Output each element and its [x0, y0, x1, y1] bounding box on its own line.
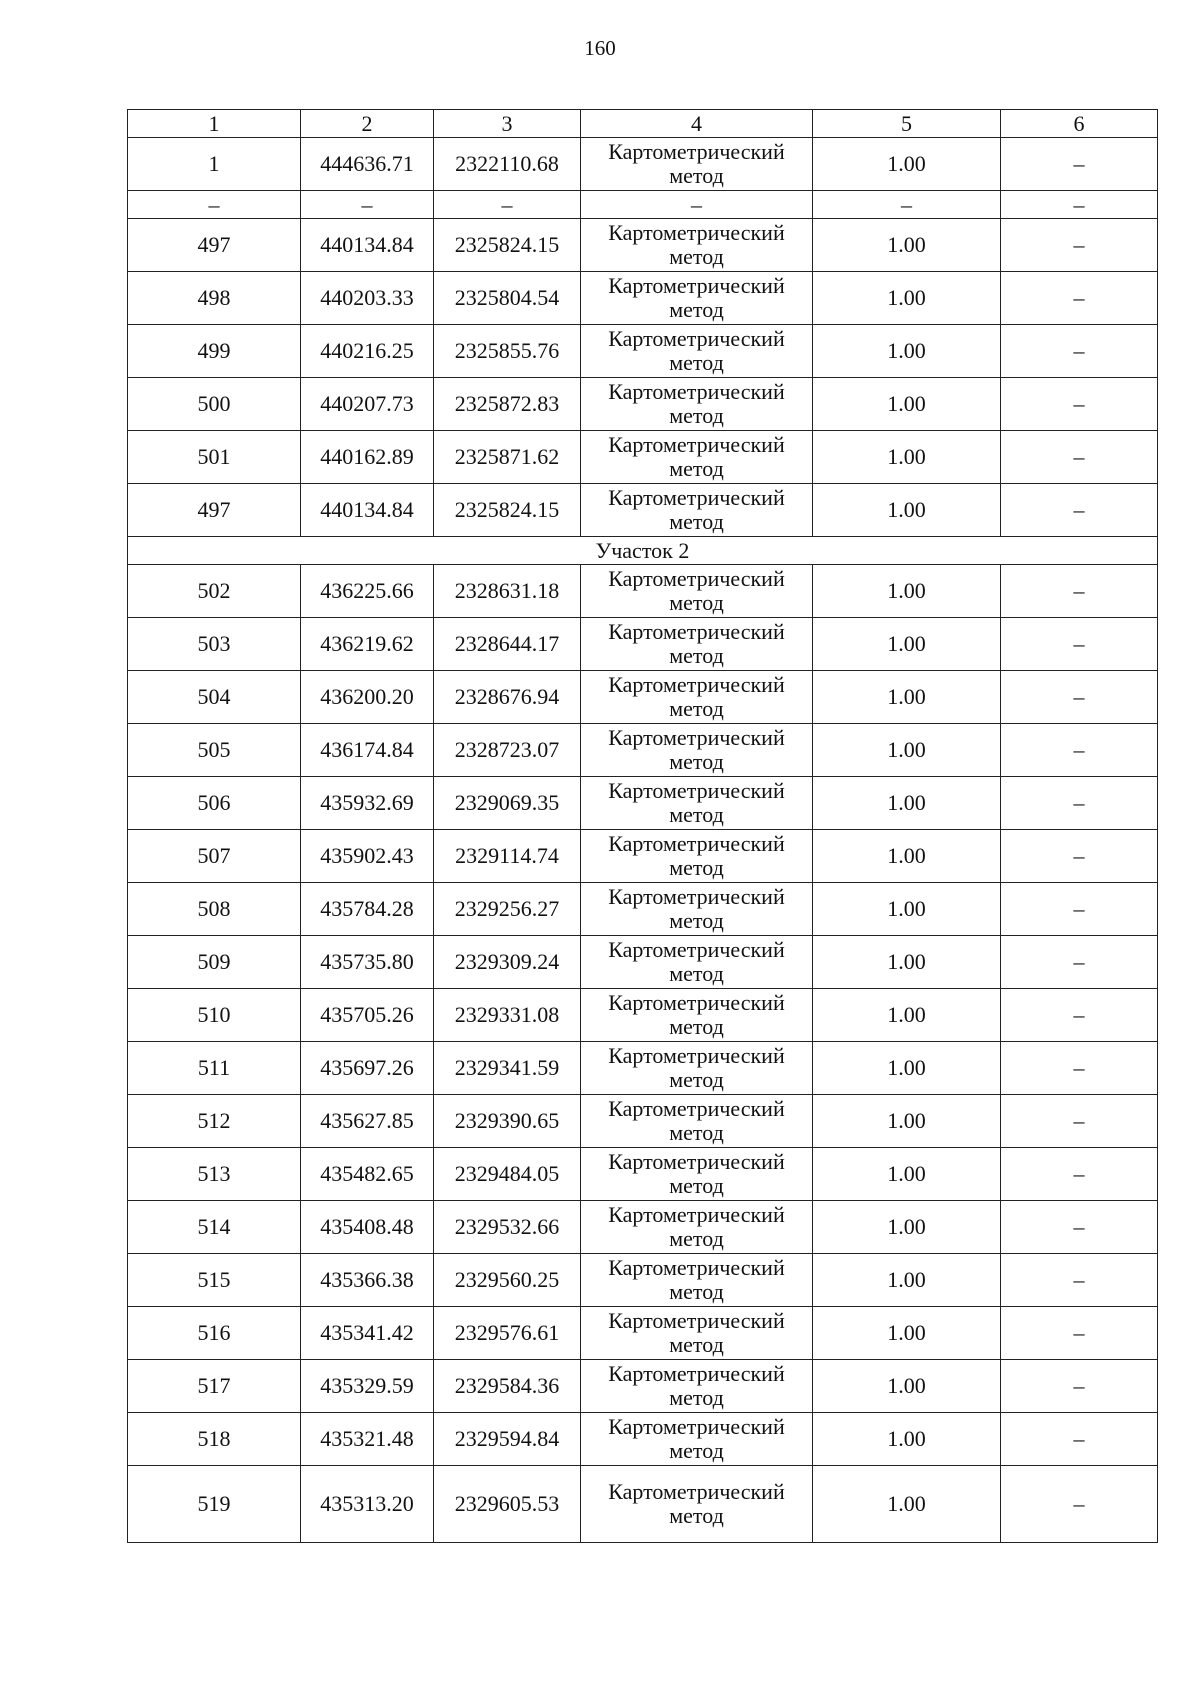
- method-text: метод: [669, 297, 724, 322]
- point-number-cell: 512: [128, 1095, 301, 1148]
- point-number-cell: 516: [128, 1307, 301, 1360]
- method-text: метод: [669, 643, 724, 668]
- point-number-cell: 511: [128, 1042, 301, 1095]
- method-cell: [581, 1148, 813, 1201]
- method-text: Картометрический: [608, 1308, 785, 1333]
- method-text: метод: [669, 749, 724, 774]
- note-cell: –: [1001, 1413, 1158, 1466]
- y-coordinate-cell: 2322110.68: [434, 138, 581, 191]
- x-coordinate-cell: 435705.26: [301, 989, 434, 1042]
- y-coordinate-cell: 2325871.62: [434, 431, 581, 484]
- omitted-cell: –: [301, 191, 434, 219]
- method-cell: [581, 484, 813, 537]
- method-cell: [581, 565, 813, 618]
- method-text: Картометрический: [608, 619, 785, 644]
- omitted-cell: –: [1001, 191, 1158, 219]
- y-coordinate-cell: 2328723.07: [434, 724, 581, 777]
- method-text: Картометрический: [608, 432, 785, 457]
- table-row: [128, 724, 1158, 777]
- y-coordinate-cell: 2328676.94: [434, 671, 581, 724]
- section-title: Участок 2: [128, 537, 1158, 565]
- accuracy-cell: 1.00: [813, 484, 1001, 537]
- omitted-cell: –: [434, 191, 581, 219]
- note-cell: –: [1001, 1148, 1158, 1201]
- method-cell: [581, 219, 813, 272]
- note-cell: –: [1001, 378, 1158, 431]
- point-number-cell: 509: [128, 936, 301, 989]
- note-cell: –: [1001, 830, 1158, 883]
- method-cell: [581, 671, 813, 724]
- x-coordinate-cell: 435627.85: [301, 1095, 434, 1148]
- y-coordinate-cell: 2329605.53: [434, 1466, 581, 1543]
- note-cell: –: [1001, 724, 1158, 777]
- method-text: метод: [669, 1226, 724, 1251]
- note-cell: –: [1001, 138, 1158, 191]
- note-cell: –: [1001, 1466, 1158, 1543]
- method-text: метод: [669, 403, 724, 428]
- method-text: метод: [669, 961, 724, 986]
- accuracy-cell: 1.00: [813, 431, 1001, 484]
- point-number-cell: 497: [128, 484, 301, 537]
- x-coordinate-cell: 440162.89: [301, 431, 434, 484]
- method-text: метод: [669, 1332, 724, 1357]
- point-number-cell: 503: [128, 618, 301, 671]
- x-coordinate-cell: 436174.84: [301, 724, 434, 777]
- x-coordinate-cell: 435784.28: [301, 883, 434, 936]
- point-number-cell: 510: [128, 989, 301, 1042]
- method-text: Картометрический: [608, 1255, 785, 1280]
- column-header: 4: [581, 110, 813, 138]
- method-cell: [581, 1466, 813, 1543]
- point-number-cell: 519: [128, 1466, 301, 1543]
- x-coordinate-cell: 435366.38: [301, 1254, 434, 1307]
- point-number-cell: 518: [128, 1413, 301, 1466]
- coordinates-table: [127, 109, 1158, 1543]
- accuracy-cell: 1.00: [813, 1095, 1001, 1148]
- accuracy-cell: 1.00: [813, 219, 1001, 272]
- method-text: метод: [669, 1279, 724, 1304]
- x-coordinate-cell: 435697.26: [301, 1042, 434, 1095]
- page-number: 160: [584, 36, 616, 60]
- method-text: метод: [669, 590, 724, 615]
- point-number-cell: 500: [128, 378, 301, 431]
- method-text: Картометрический: [608, 379, 785, 404]
- note-cell: –: [1001, 1095, 1158, 1148]
- method-text: Картометрический: [608, 1414, 785, 1439]
- method-cell: [581, 724, 813, 777]
- accuracy-cell: 1.00: [813, 1413, 1001, 1466]
- y-coordinate-cell: 2329584.36: [434, 1360, 581, 1413]
- accuracy-cell: 1.00: [813, 989, 1001, 1042]
- point-number-cell: 505: [128, 724, 301, 777]
- x-coordinate-cell: 435932.69: [301, 777, 434, 830]
- y-coordinate-cell: 2329560.25: [434, 1254, 581, 1307]
- table-row: [128, 1307, 1158, 1360]
- method-text: Картометрический: [608, 884, 785, 909]
- method-text: Картометрический: [608, 937, 785, 962]
- method-cell: [581, 618, 813, 671]
- table-row: [128, 484, 1158, 537]
- method-cell: [581, 1042, 813, 1095]
- method-text: Картометрический: [608, 139, 785, 164]
- accuracy-cell: 1.00: [813, 936, 1001, 989]
- table-row: [128, 830, 1158, 883]
- method-text: Картометрический: [608, 566, 785, 591]
- accuracy-cell: 1.00: [813, 1148, 1001, 1201]
- accuracy-cell: 1.00: [813, 272, 1001, 325]
- table-row: [128, 989, 1158, 1042]
- method-text: Картометрический: [608, 220, 785, 245]
- method-cell: [581, 431, 813, 484]
- method-text: метод: [669, 350, 724, 375]
- method-text: Картометрический: [608, 990, 785, 1015]
- method-text: Картометрический: [608, 485, 785, 510]
- method-text: Картометрический: [608, 326, 785, 351]
- accuracy-cell: 1.00: [813, 1201, 1001, 1254]
- accuracy-cell: 1.00: [813, 671, 1001, 724]
- note-cell: –: [1001, 618, 1158, 671]
- x-coordinate-cell: 436219.62: [301, 618, 434, 671]
- point-number-cell: 507: [128, 830, 301, 883]
- x-coordinate-cell: 435735.80: [301, 936, 434, 989]
- method-text: метод: [669, 1120, 724, 1145]
- table-row: [128, 936, 1158, 989]
- note-cell: –: [1001, 989, 1158, 1042]
- method-cell: [581, 272, 813, 325]
- table-row: [128, 378, 1158, 431]
- table-row: [128, 671, 1158, 724]
- table-row: [128, 1360, 1158, 1413]
- method-text: Картометрический: [608, 273, 785, 298]
- y-coordinate-cell: 2329576.61: [434, 1307, 581, 1360]
- method-text: Картометрический: [608, 1202, 785, 1227]
- method-text: Картометрический: [608, 831, 785, 856]
- x-coordinate-cell: 435321.48: [301, 1413, 434, 1466]
- table-row: [128, 565, 1158, 618]
- x-coordinate-cell: 440207.73: [301, 378, 434, 431]
- method-text: метод: [669, 1173, 724, 1198]
- table-row: [128, 219, 1158, 272]
- accuracy-cell: 1.00: [813, 830, 1001, 883]
- table-row: [128, 1042, 1158, 1095]
- omitted-rows-row: [128, 191, 1158, 219]
- method-text: Картометрический: [608, 672, 785, 697]
- method-text: метод: [669, 456, 724, 481]
- accuracy-cell: 1.00: [813, 618, 1001, 671]
- note-cell: –: [1001, 883, 1158, 936]
- column-header: 2: [301, 110, 434, 138]
- method-cell: [581, 1095, 813, 1148]
- method-cell: [581, 1413, 813, 1466]
- method-text: Картометрический: [608, 1361, 785, 1386]
- section-header-row: [128, 537, 1158, 565]
- accuracy-cell: 1.00: [813, 1360, 1001, 1413]
- accuracy-cell: 1.00: [813, 1042, 1001, 1095]
- y-coordinate-cell: 2328644.17: [434, 618, 581, 671]
- method-text: Картометрический: [608, 1149, 785, 1174]
- column-header: 6: [1001, 110, 1158, 138]
- note-cell: –: [1001, 272, 1158, 325]
- table-header-row: [128, 110, 1158, 138]
- point-number-cell: 1: [128, 138, 301, 191]
- accuracy-cell: 1.00: [813, 138, 1001, 191]
- point-number-cell: 502: [128, 565, 301, 618]
- table-row: [128, 1148, 1158, 1201]
- accuracy-cell: 1.00: [813, 883, 1001, 936]
- column-header: 5: [813, 110, 1001, 138]
- method-text: метод: [669, 509, 724, 534]
- y-coordinate-cell: 2329256.27: [434, 883, 581, 936]
- method-text: метод: [669, 244, 724, 269]
- note-cell: –: [1001, 1254, 1158, 1307]
- omitted-cell: –: [581, 191, 813, 219]
- y-coordinate-cell: 2328631.18: [434, 565, 581, 618]
- method-cell: [581, 777, 813, 830]
- table-row: [128, 777, 1158, 830]
- table-row: [128, 1201, 1158, 1254]
- x-coordinate-cell: 440216.25: [301, 325, 434, 378]
- method-text: Картометрический: [608, 1096, 785, 1121]
- table-row: [128, 618, 1158, 671]
- y-coordinate-cell: 2329390.65: [434, 1095, 581, 1148]
- point-number-cell: 498: [128, 272, 301, 325]
- method-cell: [581, 138, 813, 191]
- note-cell: –: [1001, 565, 1158, 618]
- table-body: [128, 138, 1158, 1543]
- method-text: метод: [669, 1438, 724, 1463]
- table-row: [128, 138, 1158, 191]
- method-cell: [581, 936, 813, 989]
- y-coordinate-cell: 2325855.76: [434, 325, 581, 378]
- method-text: метод: [669, 802, 724, 827]
- point-number-cell: 499: [128, 325, 301, 378]
- y-coordinate-cell: 2329069.35: [434, 777, 581, 830]
- y-coordinate-cell: 2325804.54: [434, 272, 581, 325]
- method-cell: [581, 1360, 813, 1413]
- column-header: 3: [434, 110, 581, 138]
- x-coordinate-cell: 435313.20: [301, 1466, 434, 1543]
- x-coordinate-cell: 436225.66: [301, 565, 434, 618]
- point-number-cell: 506: [128, 777, 301, 830]
- table-row: [128, 1254, 1158, 1307]
- note-cell: –: [1001, 1360, 1158, 1413]
- method-text: метод: [669, 696, 724, 721]
- table-row: [128, 1095, 1158, 1148]
- column-header: 1: [128, 110, 301, 138]
- point-number-cell: 514: [128, 1201, 301, 1254]
- method-cell: [581, 1201, 813, 1254]
- accuracy-cell: 1.00: [813, 777, 1001, 830]
- note-cell: –: [1001, 325, 1158, 378]
- note-cell: –: [1001, 1042, 1158, 1095]
- accuracy-cell: 1.00: [813, 378, 1001, 431]
- accuracy-cell: 1.00: [813, 1254, 1001, 1307]
- y-coordinate-cell: 2329532.66: [434, 1201, 581, 1254]
- x-coordinate-cell: 435329.59: [301, 1360, 434, 1413]
- omitted-cell: –: [128, 191, 301, 219]
- note-cell: –: [1001, 1201, 1158, 1254]
- method-text: метод: [669, 1503, 724, 1528]
- note-cell: –: [1001, 1307, 1158, 1360]
- note-cell: –: [1001, 431, 1158, 484]
- x-coordinate-cell: 436200.20: [301, 671, 434, 724]
- y-coordinate-cell: 2329594.84: [434, 1413, 581, 1466]
- method-cell: [581, 378, 813, 431]
- method-cell: [581, 1307, 813, 1360]
- method-cell: [581, 325, 813, 378]
- method-cell: [581, 830, 813, 883]
- x-coordinate-cell: 444636.71: [301, 138, 434, 191]
- omitted-cell: –: [813, 191, 1001, 219]
- point-number-cell: 515: [128, 1254, 301, 1307]
- x-coordinate-cell: 435341.42: [301, 1307, 434, 1360]
- point-number-cell: 501: [128, 431, 301, 484]
- accuracy-cell: 1.00: [813, 565, 1001, 618]
- y-coordinate-cell: 2325824.15: [434, 219, 581, 272]
- y-coordinate-cell: 2325824.15: [434, 484, 581, 537]
- point-number-cell: 504: [128, 671, 301, 724]
- x-coordinate-cell: 435482.65: [301, 1148, 434, 1201]
- method-cell: [581, 1254, 813, 1307]
- table-row: [128, 272, 1158, 325]
- y-coordinate-cell: 2329341.59: [434, 1042, 581, 1095]
- x-coordinate-cell: 435408.48: [301, 1201, 434, 1254]
- x-coordinate-cell: 440203.33: [301, 272, 434, 325]
- note-cell: –: [1001, 777, 1158, 830]
- y-coordinate-cell: 2329114.74: [434, 830, 581, 883]
- method-text: Картометрический: [608, 778, 785, 803]
- point-number-cell: 517: [128, 1360, 301, 1413]
- method-text: метод: [669, 163, 724, 188]
- x-coordinate-cell: 440134.84: [301, 219, 434, 272]
- point-number-cell: 497: [128, 219, 301, 272]
- table-row: [128, 325, 1158, 378]
- accuracy-cell: 1.00: [813, 724, 1001, 777]
- method-text: Картометрический: [608, 1479, 785, 1504]
- y-coordinate-cell: 2329309.24: [434, 936, 581, 989]
- y-coordinate-cell: 2329331.08: [434, 989, 581, 1042]
- method-text: метод: [669, 1385, 724, 1410]
- accuracy-cell: 1.00: [813, 325, 1001, 378]
- method-text: метод: [669, 855, 724, 880]
- x-coordinate-cell: 435902.43: [301, 830, 434, 883]
- note-cell: –: [1001, 484, 1158, 537]
- method-cell: [581, 883, 813, 936]
- table-row: [128, 1413, 1158, 1466]
- note-cell: –: [1001, 671, 1158, 724]
- note-cell: –: [1001, 219, 1158, 272]
- table-row: [128, 883, 1158, 936]
- x-coordinate-cell: 440134.84: [301, 484, 434, 537]
- point-number-cell: 508: [128, 883, 301, 936]
- y-coordinate-cell: 2329484.05: [434, 1148, 581, 1201]
- method-text: метод: [669, 908, 724, 933]
- accuracy-cell: 1.00: [813, 1307, 1001, 1360]
- method-cell: [581, 989, 813, 1042]
- table-row: [128, 431, 1158, 484]
- method-text: метод: [669, 1067, 724, 1092]
- table-row: [128, 1466, 1158, 1543]
- method-text: Картометрический: [608, 1043, 785, 1068]
- accuracy-cell: 1.00: [813, 1466, 1001, 1543]
- point-number-cell: 513: [128, 1148, 301, 1201]
- y-coordinate-cell: 2325872.83: [434, 378, 581, 431]
- method-text: Картометрический: [608, 725, 785, 750]
- method-text: метод: [669, 1014, 724, 1039]
- note-cell: –: [1001, 936, 1158, 989]
